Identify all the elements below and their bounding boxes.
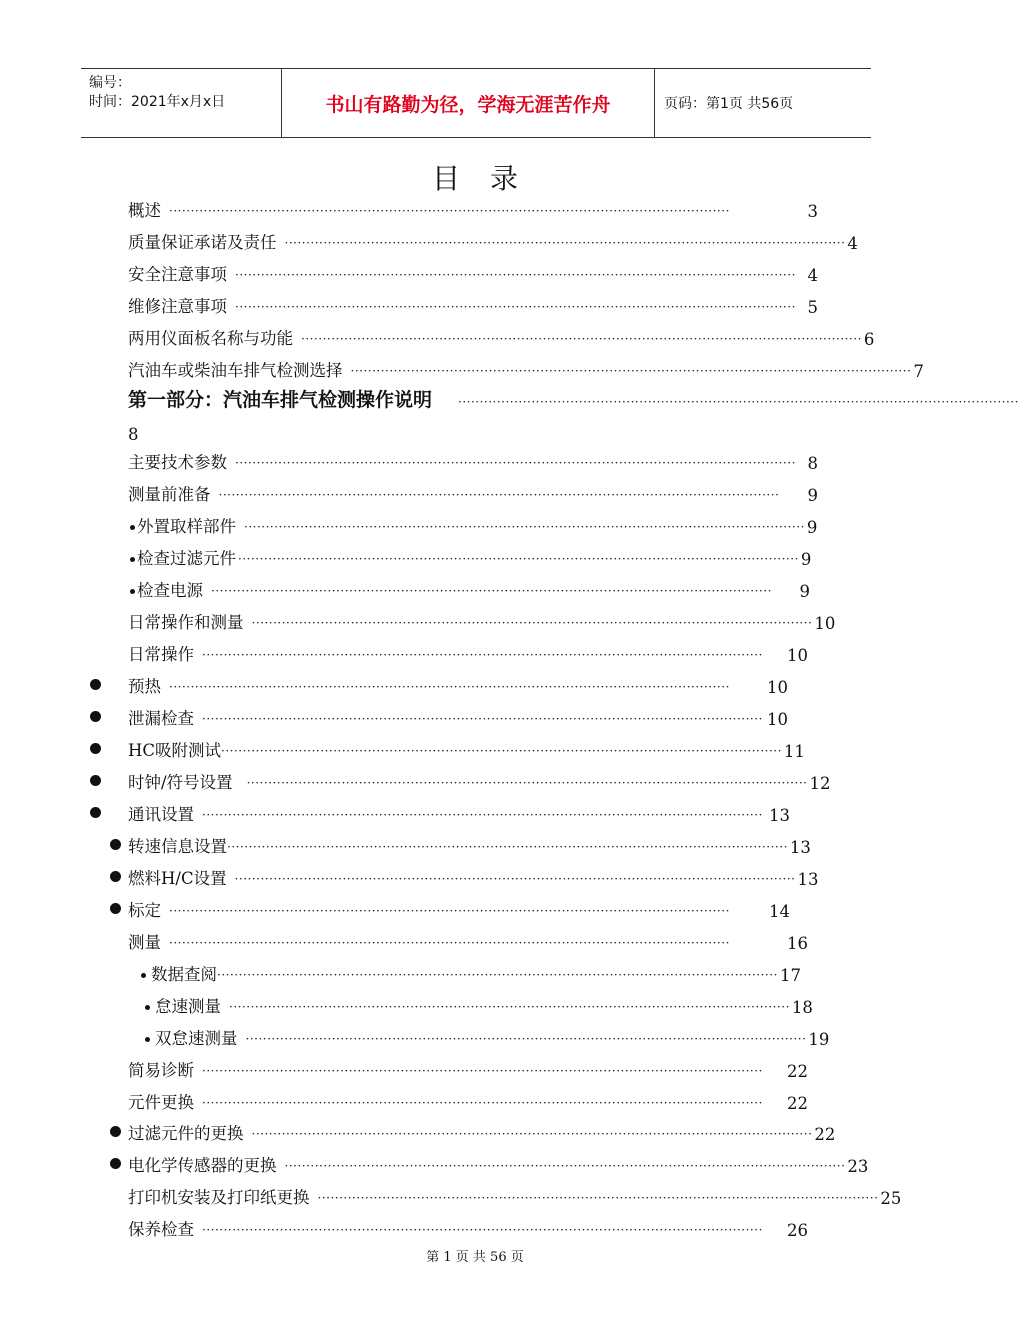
page-title: 目录 <box>431 162 548 195</box>
toc-section-title[interactable] <box>128 388 1019 412</box>
toc-label: 日常操作 <box>128 645 194 664</box>
toc-page: 10 <box>767 710 788 729</box>
bullet-icon <box>110 871 121 882</box>
toc-leader: ·································································································································· <box>221 744 782 758</box>
toc-entry[interactable] <box>128 357 924 381</box>
toc-entry[interactable] <box>128 1120 836 1144</box>
toc-entry[interactable] <box>128 705 788 729</box>
toc-label: 安全注意事项 <box>128 265 227 284</box>
toc-entry[interactable] <box>155 1025 830 1049</box>
toc-label: 维修注意事项 <box>128 297 227 316</box>
toc-page: 8 <box>128 425 139 444</box>
bullet-icon <box>145 1037 150 1042</box>
toc-label: 测量前准备 <box>128 485 211 504</box>
toc-leader: ·································································································································· <box>211 584 772 598</box>
toc-leader: ·································································································································· <box>301 332 862 346</box>
code-label: 编号： <box>89 75 131 91</box>
toc-page: 10 <box>787 646 808 665</box>
toc-entry[interactable] <box>128 1216 808 1240</box>
toc-entry[interactable] <box>128 897 790 921</box>
toc-entry[interactable] <box>128 481 818 505</box>
toc-page: 12 <box>809 774 831 793</box>
bullet-icon <box>90 679 101 690</box>
toc-page: 8 <box>807 454 818 473</box>
toc-page: 4 <box>807 266 818 285</box>
toc-entry[interactable] <box>128 865 819 889</box>
toc-entry[interactable] <box>137 545 812 569</box>
toc-page: 6 <box>863 330 875 349</box>
bullet-icon <box>110 1158 121 1169</box>
toc-entry[interactable] <box>128 673 788 697</box>
toc-leader: ·································································································································· <box>235 456 796 470</box>
toc-label: 保养检查 <box>128 1220 194 1239</box>
toc-leader: ·································································································································· <box>235 300 796 314</box>
toc-leader: ·································································································································· <box>202 1223 763 1237</box>
toc-label: 双怠速测量 <box>155 1029 238 1048</box>
toc-leader: ·································································································································· <box>251 616 813 630</box>
toc-page: 16 <box>787 934 808 953</box>
toc-page: 22 <box>787 1094 808 1113</box>
toc-page: 14 <box>769 902 790 921</box>
bullet-icon <box>130 557 135 562</box>
toc-label: 日常操作和测量 <box>128 613 244 632</box>
toc-entry[interactable] <box>128 1152 869 1176</box>
toc-leader: ·································································································································· <box>235 268 796 282</box>
toc-leader: ·································································································································· <box>202 1064 763 1078</box>
toc-entry[interactable] <box>128 293 818 317</box>
toc-leader: ·································································································································· <box>169 680 730 694</box>
toc-entry[interactable] <box>128 1089 808 1113</box>
toc-page: 7 <box>913 362 924 381</box>
toc-leader: ·································································································································· <box>245 1032 807 1046</box>
bullet-icon <box>141 973 146 978</box>
toc-leader: ·································································································································· <box>244 520 805 534</box>
toc-leader: ·································································································································· <box>284 1159 846 1173</box>
bullet-icon <box>110 903 121 914</box>
toc-label: 泄漏检查 <box>128 709 194 728</box>
toc-label: 质量保证承诺及责任 <box>128 233 277 252</box>
toc-entry[interactable] <box>128 1057 808 1081</box>
toc-page: 13 <box>797 870 819 889</box>
toc-label: 概述 <box>128 201 161 220</box>
bullet-icon <box>130 525 135 530</box>
header-info-cell <box>81 69 282 137</box>
toc-leader: ·································································································································· <box>169 936 730 950</box>
toc-entry[interactable] <box>128 737 805 761</box>
toc-entry[interactable] <box>128 1184 902 1208</box>
toc-page: 9 <box>806 518 818 537</box>
toc-label: 怠速测量 <box>155 997 221 1016</box>
toc-page: 26 <box>787 1221 808 1240</box>
toc-leader: ·································································································································· <box>317 1191 879 1205</box>
motto: 书山有路勤为径，学海无涯苦作舟 <box>282 69 655 137</box>
toc-label: 通讯设置 <box>128 805 194 824</box>
bullet-icon <box>145 1005 150 1010</box>
toc-leader: ·································································································································· <box>202 808 763 822</box>
toc-entry[interactable] <box>137 577 810 601</box>
bullet-icon <box>90 711 101 722</box>
toc-page: 3 <box>807 202 818 221</box>
toc-page: 22 <box>787 1062 808 1081</box>
toc-label: 第一部分：汽油车排气检测操作说明 <box>128 389 433 411</box>
toc-page: 17 <box>780 966 801 985</box>
toc-leader: ·································································································································· <box>218 488 780 502</box>
toc-label: 检查电源 <box>137 581 203 600</box>
toc-label: 转速信息设置 <box>128 837 227 856</box>
toc-label: 打印机安装及打印纸更换 <box>128 1188 310 1207</box>
toc-label: 过滤元件的更换 <box>128 1124 244 1143</box>
toc-leader: ·································································································································· <box>350 364 912 378</box>
toc-entry[interactable] <box>155 993 813 1017</box>
bullet-icon <box>110 839 121 850</box>
toc-leader: ·································································································································· <box>458 395 1019 409</box>
toc-leader: ·································································································································· <box>169 204 730 218</box>
toc-page: 13 <box>769 806 790 825</box>
bullet-icon <box>90 743 101 754</box>
page-info: 页码：第1页 共56页 <box>664 96 794 112</box>
toc-label: 主要技术参数 <box>128 453 227 472</box>
toc-entry[interactable] <box>128 609 836 633</box>
toc-leader: ·································································································································· <box>234 872 796 886</box>
toc-label: HC吸附测试 <box>128 741 222 760</box>
toc-entry[interactable] <box>128 449 818 473</box>
toc-leader: ·································································································································· <box>202 648 763 662</box>
toc-leader: ·································································································································· <box>238 552 799 566</box>
toc-entry[interactable] <box>128 261 818 285</box>
toc-label: 时钟/符号设置 <box>128 773 233 792</box>
toc-label: 简易诊断 <box>128 1061 194 1080</box>
toc-leader: ·································································································································· <box>284 236 846 250</box>
toc-leader: ·································································································································· <box>202 1096 763 1110</box>
toc-page: 22 <box>814 1125 836 1144</box>
toc-page: 11 <box>783 742 805 761</box>
toc-page: 9 <box>800 550 812 569</box>
toc-page: 13 <box>789 838 811 857</box>
toc-page: 23 <box>847 1157 869 1176</box>
toc-leader: ·································································································································· <box>169 904 730 918</box>
toc-leader: ·································································································································· <box>202 712 763 726</box>
toc-label: 元件更换 <box>128 1093 194 1112</box>
bullet-icon <box>130 589 135 594</box>
toc-entry[interactable] <box>137 513 818 537</box>
toc-label: 电化学传感器的更换 <box>128 1156 277 1175</box>
toc-leader: ·································································································································· <box>251 1127 813 1141</box>
toc-page: 9 <box>799 582 810 601</box>
toc-entry[interactable] <box>128 833 811 857</box>
toc-leader: ·································································································································· <box>227 840 788 854</box>
toc-entry[interactable] <box>151 961 801 985</box>
toc-label: 预热 <box>128 677 161 696</box>
toc-label: 标定 <box>128 901 161 920</box>
toc-label: 数据查阅 <box>151 965 217 984</box>
bullet-icon <box>110 1126 121 1137</box>
toc-page: 25 <box>880 1189 902 1208</box>
toc-entry[interactable] <box>128 929 808 953</box>
toc-entry[interactable] <box>128 229 858 253</box>
bullet-icon <box>90 775 101 786</box>
toc-page: 4 <box>847 234 858 253</box>
toc-label: 检查过滤元件 <box>137 549 236 568</box>
bullet-icon <box>90 807 101 818</box>
toc-label: 两用仪面板名称与功能 <box>128 329 293 348</box>
page-footer: 第 1 页 共 56 页 <box>426 1250 524 1265</box>
toc-entry[interactable] <box>128 325 875 349</box>
toc-entry <box>128 420 188 444</box>
toc-entry[interactable] <box>128 801 790 825</box>
toc-page: 18 <box>791 998 813 1017</box>
toc-label: 燃料H/C设置 <box>128 869 227 888</box>
toc-label: 汽油车或柴油车排气检测选择 <box>128 361 343 380</box>
toc-entry[interactable] <box>128 641 808 665</box>
toc-label: 外置取样部件 <box>137 517 236 536</box>
toc-page: 10 <box>767 678 788 697</box>
toc-leader: ·································································································································· <box>229 1000 790 1014</box>
toc-label: 测量 <box>128 933 161 952</box>
toc-page: 5 <box>807 298 818 317</box>
toc-page: 9 <box>807 486 818 505</box>
toc-entry[interactable] <box>128 197 818 221</box>
toc-leader: ·································································································································· <box>246 776 808 790</box>
toc-page: 10 <box>814 614 836 633</box>
toc-entry[interactable] <box>128 769 831 793</box>
toc-page: 19 <box>808 1030 830 1049</box>
toc-leader: ·································································································································· <box>217 968 778 982</box>
time-label: 时间：2021年x月x日 <box>89 94 226 110</box>
document-header <box>81 68 871 138</box>
